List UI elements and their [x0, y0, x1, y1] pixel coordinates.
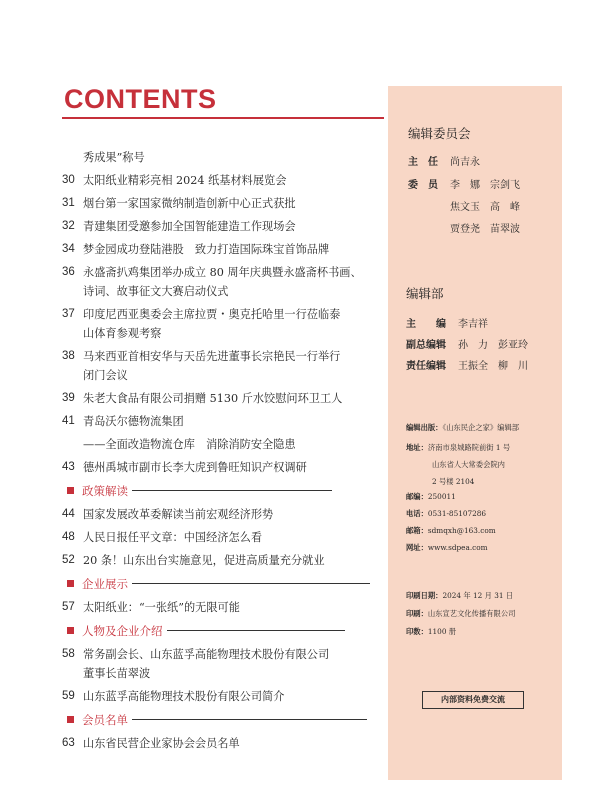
section-marker-icon: [67, 716, 74, 723]
toc-entry: [62, 528, 382, 547]
dept-label: 副总编辑: [406, 340, 446, 351]
address-row: [406, 442, 510, 453]
toc-entry: [62, 347, 382, 385]
address-line: 济南市泉城路院前街 1 号: [427, 443, 511, 452]
toc-entry-text: [83, 347, 382, 385]
toc-entry-text: [83, 389, 382, 408]
quantity-label: 印数：: [406, 627, 428, 636]
members-label: 委 员: [408, 180, 438, 191]
toc-entry: [62, 551, 382, 570]
toc-entry-text: [83, 194, 382, 213]
dept-row: [406, 315, 488, 330]
toc-entry: [62, 734, 382, 753]
page-number: 59: [62, 690, 75, 702]
toc-entry: [62, 305, 382, 343]
dept-label: 责任编辑: [406, 361, 446, 372]
toc-entry-line: 秀成果”称号: [83, 151, 145, 164]
toc-entry-line: 山东省民营企业家协会会员名单: [83, 737, 240, 750]
toc-entry-line: 闭门会议: [83, 369, 128, 382]
toc-entry: [62, 645, 382, 683]
title-underline: [62, 117, 384, 119]
toc-entry-line: 烟台第一家国家微纳制造创新中心正式获批: [83, 197, 296, 210]
toc-entry-line: 山体育参观考察: [83, 327, 162, 340]
toc-entry: [62, 171, 382, 190]
page-number: [62, 148, 83, 167]
internal-notice-badge: 内部资料免费交流: [422, 691, 524, 709]
member-line: 李 娜 宗剑飞: [450, 180, 520, 191]
printer-label: 印刷：: [406, 609, 428, 618]
toc-entry: [62, 263, 382, 301]
member-line: 贾登尧 苗翠波: [450, 224, 520, 235]
dept-value: 李吉祥: [458, 319, 488, 330]
toc-entry-text: [83, 505, 382, 524]
print-date-row: [406, 590, 513, 601]
section-label: 会员名单: [82, 712, 128, 727]
masthead-panel: [388, 86, 562, 780]
page-number: 44: [62, 508, 75, 520]
section-rule: [132, 490, 332, 491]
postcode-row: [406, 491, 456, 502]
toc-entry-text: [83, 598, 382, 617]
email-label: 邮箱：: [406, 526, 428, 535]
page-number: 31: [62, 197, 75, 209]
page-number: 39: [62, 392, 75, 404]
publisher-value: 《山东民企之家》编辑部: [442, 423, 520, 432]
toc-entry: [62, 217, 382, 236]
toc-entry: [62, 412, 382, 431]
publisher-label: 编辑出版：: [406, 423, 443, 432]
section-label: 企业展示: [82, 576, 128, 591]
toc-entry: [62, 458, 382, 477]
toc-entry-line: 诗词、故事征文大赛启动仪式: [83, 285, 229, 298]
address-line: 山东省人大常委会院内: [432, 460, 505, 469]
committee-members-label-row: [408, 176, 520, 191]
section-rule: [167, 630, 345, 631]
dept-value: 孙 力 彭亚玲: [458, 340, 528, 351]
toc-entry-text: [83, 412, 382, 431]
quantity-value: 1100 册: [427, 627, 457, 636]
page-number: 41: [62, 415, 75, 427]
toc-entry-text: [83, 148, 382, 167]
dept-row: [406, 357, 528, 372]
section-header: [62, 481, 382, 500]
section-rule: [132, 583, 370, 584]
page-title: CONTENTS: [64, 84, 217, 114]
toc-entry-line: 20 条！山东出台实施意见，促进高质量充分就业: [83, 554, 325, 567]
section-header: [62, 621, 382, 640]
page-number: 38: [62, 350, 75, 362]
phone-value: 0531-85107286: [427, 509, 487, 518]
toc-entry-text: [83, 458, 382, 477]
page-number: 30: [62, 174, 75, 186]
page-number: 58: [62, 648, 75, 660]
committee-heading: 编辑委员会: [408, 126, 471, 141]
address-line: 2 号楼 2104: [432, 477, 475, 486]
toc-entry-line: 青岛沃尔德物流集团: [83, 415, 184, 428]
section-header: [62, 710, 382, 729]
section-rule: [132, 719, 367, 720]
table-of-contents: [62, 148, 382, 757]
page-number: [62, 435, 83, 454]
committee-director: [408, 153, 480, 168]
website-row: [406, 542, 488, 553]
toc-entry-text: [83, 435, 382, 454]
postcode-label: 邮编：: [406, 492, 428, 501]
phone-row: [406, 508, 486, 519]
toc-entry-text: [83, 528, 382, 547]
toc-entry-line: ——全面改造物流仓库 消除消防安全隐患: [83, 438, 296, 451]
section-label: 人物及企业介绍: [82, 623, 163, 638]
page-number: 57: [62, 601, 75, 613]
director-label: 主 任: [408, 157, 438, 168]
section-marker-icon: [67, 627, 74, 634]
toc-entry: [62, 598, 382, 617]
page-number: 43: [62, 461, 75, 473]
toc-entry-line: 永盛斋扒鸡集团举办成立 80 周年庆典暨永盛斋杯书画、: [83, 266, 362, 279]
toc-entry-line: 太阳纸业：“一张纸”的无限可能: [83, 601, 240, 614]
website-label: 网址：: [406, 543, 428, 552]
website-value: www.sdpea.com: [427, 543, 488, 552]
page-number: 63: [62, 737, 75, 749]
toc-entry-line: 梦金园成功登陆港股 致力打造国际珠宝首饰品牌: [83, 243, 330, 256]
print-date-label: 印刷日期：: [406, 591, 443, 600]
section-label: 政策解读: [82, 483, 128, 498]
section-header: [62, 574, 382, 593]
email-value: sdmqxh@163.com: [427, 526, 496, 535]
page-number: 52: [62, 554, 75, 566]
section-marker-icon: [67, 487, 74, 494]
dept-heading: 编辑部: [406, 286, 444, 301]
toc-entry-text: [83, 551, 382, 570]
toc-entry-text: [83, 240, 382, 259]
toc-entry: [62, 194, 382, 213]
toc-entry: [62, 240, 382, 259]
toc-entry-line: 常务副会长、山东蓝孚高能物理技术股份有限公司: [83, 648, 330, 661]
toc-entry-text: [83, 217, 382, 236]
dept-label: 主 编: [406, 319, 446, 330]
toc-entry-text: [83, 305, 382, 343]
toc-entry-line: 董事长苗翠波: [83, 667, 151, 680]
phone-label: 电话：: [406, 509, 428, 518]
dept-row: [406, 336, 528, 351]
toc-entry-text: [83, 734, 382, 753]
address-label: 地址：: [406, 443, 428, 452]
toc-entry-text: [83, 263, 382, 301]
page-number: 37: [62, 308, 75, 320]
toc-entry-line: 国家发展改革委解读当前宏观经济形势: [83, 508, 274, 521]
toc-entry: [62, 687, 382, 706]
toc-entry-text: [83, 171, 382, 190]
printer-row: [406, 608, 515, 619]
toc-entry-line: 人民日报任平文章：中国经济怎么看: [83, 531, 263, 544]
toc-entry-line: 朱老大食品有限公司捐赠 5130 斤水饺慰问环卫工人: [83, 392, 343, 405]
toc-entry-line: 德州禹城市副市长李大虎到鲁旺知识产权调研: [83, 461, 307, 474]
toc-entry-text: [83, 645, 382, 683]
print-date-value: 2024 年 12 月 31 日: [442, 591, 514, 600]
page-number: 34: [62, 243, 75, 255]
publisher-row: [406, 422, 519, 433]
page-number: 36: [62, 266, 75, 278]
member-line: 焦文玉 高 峰: [450, 202, 520, 213]
printer-value: 山东宣艺文化传播有限公司: [427, 609, 516, 618]
dept-value: 王振全 柳 川: [458, 361, 528, 372]
toc-entry: [62, 435, 382, 454]
toc-entry-text: [83, 687, 382, 706]
toc-entry-line: 印度尼西亚奥委会主席拉贾・奥克托哈里一行莅临泰: [83, 308, 341, 321]
quantity-row: [406, 626, 456, 637]
page-number: 48: [62, 531, 75, 543]
section-marker-icon: [67, 580, 74, 587]
postcode-value: 250011: [427, 492, 456, 501]
page-number: 32: [62, 220, 75, 232]
toc-entry: [62, 148, 382, 167]
toc-entry-line: 青建集团受邀参加全国智能建造工作现场会: [83, 220, 296, 233]
toc-entry: [62, 505, 382, 524]
email-row: [406, 525, 496, 536]
toc-entry-line: 太阳纸业精彩亮相 2024 纸基材料展览会: [83, 174, 287, 187]
director-name: 尚吉永: [450, 157, 480, 168]
toc-entry-line: 山东蓝孚高能物理技术股份有限公司简介: [83, 690, 285, 703]
toc-entry-line: 马来西亚首相安华与天岳先进董事长宗艳民一行举行: [83, 350, 341, 363]
toc-entry: [62, 389, 382, 408]
